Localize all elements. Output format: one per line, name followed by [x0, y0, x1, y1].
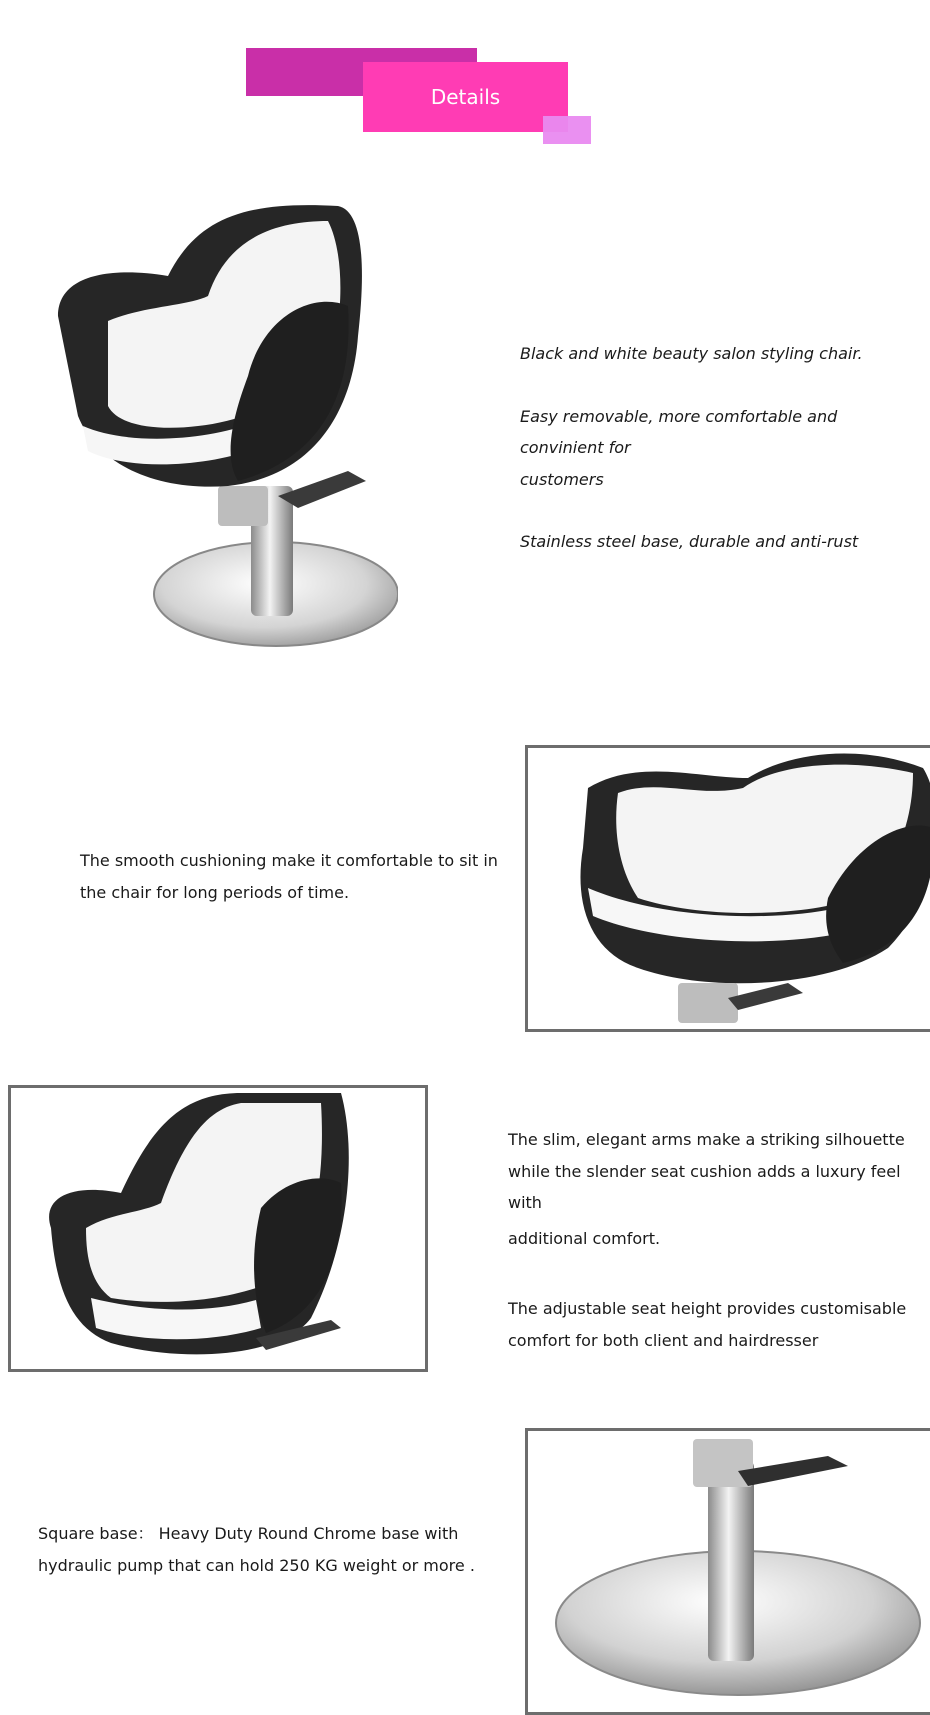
feature-line: comfort for both client and hairdresser — [508, 1330, 819, 1350]
feature-line: the chair for long periods of time. — [80, 882, 350, 902]
spacer — [520, 370, 920, 401]
feature-line: Easy removable, more comfortable and convinient for — [520, 406, 838, 457]
feature-line: customers — [520, 469, 604, 489]
feature-line: The smooth cushioning make it comfortable to sit in — [80, 851, 498, 870]
section-title: Details — [430, 85, 501, 109]
feature-line: The adjustable seat height provides customisable — [508, 1299, 907, 1318]
feature-line: Black and white beauty salon styling chair. — [520, 344, 863, 363]
section3-text — [508, 1124, 928, 1356]
feature-line: hydraulic pump that can hold 250 KG weight or more . — [38, 1555, 475, 1575]
feature-line: additional comfort. — [508, 1228, 661, 1248]
feature-line: Stainless steel base, durable and anti-rust — [520, 532, 859, 551]
arm-closeup-image — [8, 1085, 428, 1372]
section1-text — [520, 338, 920, 558]
section2-text — [80, 845, 500, 908]
seat-closeup-image — [525, 745, 930, 1032]
spacer — [520, 495, 920, 526]
spacer — [508, 1254, 928, 1293]
feature-line: while the slender seat cushion adds a luxury feel with — [508, 1161, 901, 1212]
base-closeup-image — [525, 1428, 930, 1715]
chair-full-image — [48, 196, 398, 656]
section4-text — [38, 1518, 478, 1581]
feature-line: Square base： Heavy Duty Round Chrome base with — [38, 1524, 459, 1543]
feature-line: The slim, elegant arms make a striking silhouette — [508, 1130, 905, 1149]
